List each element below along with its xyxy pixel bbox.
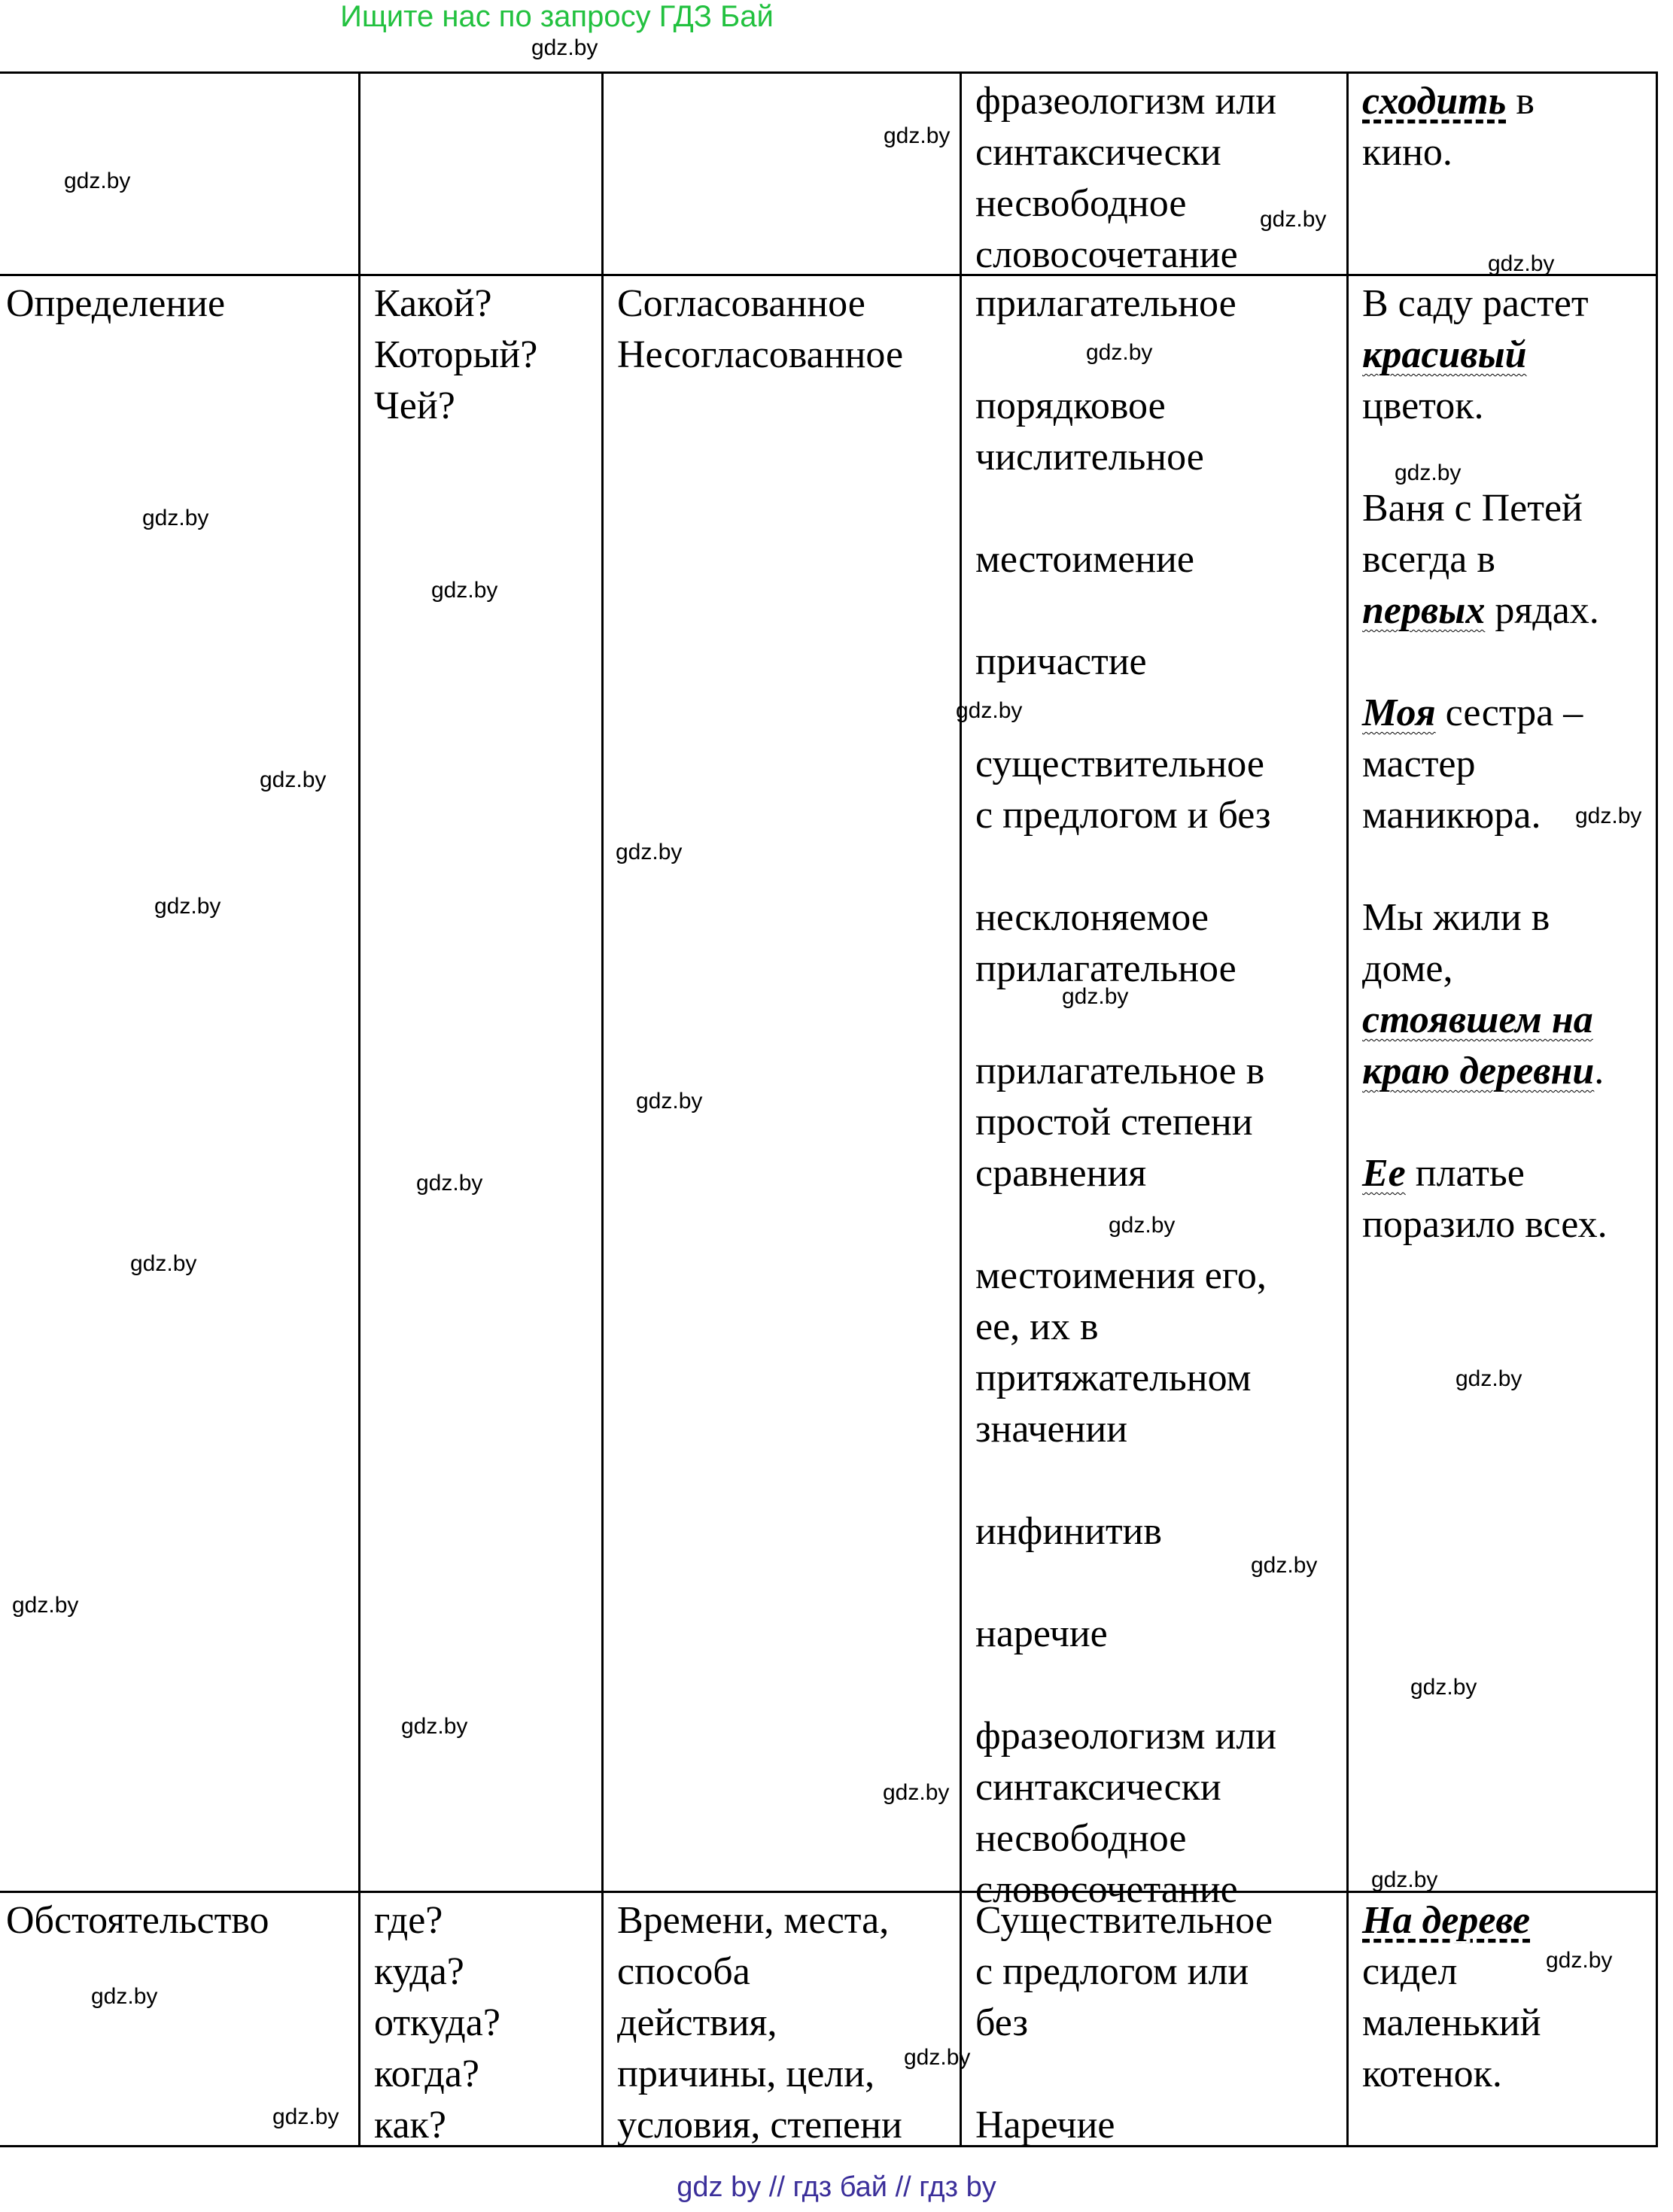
pos-group [975, 534, 1276, 585]
row-divider-1 [0, 274, 1658, 276]
watermark: gdz.by [1488, 251, 1555, 276]
watermark: gdz.by [883, 1780, 950, 1805]
sentence-member-label: Определение [6, 282, 226, 325]
example-text: в [1506, 80, 1535, 123]
question-cell [374, 278, 537, 432]
highlighted-word: Ее [1362, 1152, 1406, 1195]
example-line: В саду растет [1362, 282, 1589, 325]
watermark: gdz.by [1575, 804, 1642, 828]
example-line: мастер [1362, 743, 1476, 785]
example-cell [1362, 278, 1608, 1250]
watermark: gdz.by [401, 1714, 468, 1739]
watermark: gdz.by [1395, 460, 1462, 485]
question-line: откуда? [374, 2001, 500, 2044]
example-cell [1362, 1895, 1541, 2100]
pos-line: наречие [975, 1612, 1108, 1655]
watermark: gdz.by [1456, 1366, 1522, 1391]
question-line: куда? [374, 1950, 464, 1993]
example-line: маникюра. [1362, 794, 1541, 837]
part-of-speech-cell [975, 1895, 1273, 2151]
cell-line: несвободное [975, 182, 1187, 225]
type-line: Несогласованное [617, 333, 904, 376]
example-text: платье [1405, 1152, 1525, 1195]
example-block [1362, 1148, 1608, 1250]
watermark: gdz.by [884, 123, 951, 148]
example-line: сидел [1362, 1950, 1458, 1993]
pos-line: местоимение [975, 538, 1194, 581]
example-text: . [1594, 1050, 1605, 1092]
column-divider-3 [960, 71, 962, 2147]
pos-line: существительное [975, 743, 1265, 785]
column-divider-4 [1346, 71, 1349, 2147]
example-line [1362, 688, 1608, 739]
pos-line: с предлогом или [975, 1950, 1249, 1993]
pos-line: притяжательном [975, 1357, 1252, 1399]
example-line [1362, 1148, 1608, 1199]
watermark: gdz.by [1371, 1867, 1438, 1892]
highlighted-word: Моя [1362, 691, 1436, 734]
pos-line: ее, их в [975, 1305, 1099, 1348]
question-line: где? [374, 1899, 443, 1942]
watermark: gdz.by [904, 2045, 971, 2070]
pos-group [975, 381, 1276, 483]
question-line: Чей? [374, 384, 455, 427]
pos-line: прилагательное в [975, 1050, 1265, 1092]
watermark: gdz.by [12, 1593, 79, 1618]
pos-group [975, 1250, 1276, 1455]
sentence-member-label: Обстоятельство [6, 1899, 269, 1942]
watermark: gdz.by [142, 506, 209, 530]
example-text: рядах. [1485, 589, 1599, 632]
type-cell [617, 1895, 902, 2151]
sentence-member-cell [6, 278, 225, 330]
example-line: Ваня с Петей [1362, 487, 1583, 530]
pos-line: простой степени [975, 1101, 1253, 1144]
type-cell [617, 278, 903, 381]
cell-line: фразеологизм или [975, 80, 1277, 123]
watermark: gdz.by [1546, 1948, 1613, 1973]
pos-line: значении [975, 1408, 1128, 1451]
example-line [1362, 585, 1608, 637]
watermark: gdz.by [1410, 1675, 1477, 1700]
part-of-speech-cell [975, 76, 1276, 281]
pos-line: Наречие [975, 2104, 1115, 2147]
highlighted-word: сходить [1362, 80, 1507, 123]
example-block [1362, 892, 1608, 1097]
pos-line: прилагательное [975, 947, 1236, 990]
table-border-right [1656, 71, 1658, 2147]
pos-line: местоимения его, [975, 1254, 1267, 1297]
pos-line: фразеологизм или [975, 1715, 1277, 1758]
site-footer: gdz by // гдз бай // гдз by [677, 2171, 996, 2203]
example-line: цветок. [1362, 384, 1484, 427]
table-border-top [0, 71, 1658, 74]
pos-line: прилагательное [975, 282, 1236, 325]
sentence-member-cell [6, 1895, 269, 1946]
example-line [1362, 330, 1608, 381]
pos-group [975, 1506, 1276, 1557]
example-line [1362, 76, 1535, 127]
example-line: котенок. [1362, 2052, 1502, 2095]
watermark: gdz.by [616, 840, 683, 864]
example-line [1362, 1895, 1541, 1946]
example-line: поразило всех. [1362, 1203, 1608, 1246]
pos-line: Существительное [975, 1899, 1273, 1942]
example-line: всегда в [1362, 538, 1495, 581]
watermark: gdz.by [272, 2104, 339, 2129]
pos-line: сравнения [975, 1152, 1147, 1195]
question-line: Который? [374, 333, 538, 376]
part-of-speech-cell [975, 278, 1276, 1916]
example-line: маленький [1362, 2001, 1541, 2044]
pos-line: несклоняемое [975, 896, 1209, 939]
cell-line: синтаксически [975, 131, 1221, 174]
pos-group [975, 1046, 1276, 1199]
question-line: как? [374, 2104, 446, 2147]
watermark: gdz.by [64, 169, 131, 193]
watermark: gdz.by [130, 1251, 197, 1276]
question-line: когда? [374, 2052, 479, 2095]
example-line: Мы жили в [1362, 896, 1550, 939]
pos-line: с предлогом и без [975, 794, 1271, 837]
type-line: Согласованное [617, 282, 865, 325]
pos-line: причастие [975, 640, 1147, 683]
pos-line: несвободное [975, 1817, 1187, 1860]
watermark: gdz.by [1062, 984, 1129, 1009]
pos-line: инфинитив [975, 1510, 1162, 1553]
example-text: сестра – [1435, 691, 1583, 734]
example-block [1362, 688, 1608, 841]
column-divider-2 [601, 71, 604, 2147]
highlighted-word: краю деревни [1362, 1050, 1595, 1092]
pos-group [975, 278, 1276, 330]
watermark: gdz.by [91, 1984, 158, 2009]
highlighted-word: красивый [1362, 333, 1527, 376]
pos-line: порядковое [975, 384, 1166, 427]
highlighted-word: первых [1362, 589, 1486, 632]
example-line [1362, 995, 1608, 1046]
type-line: Времени, места, [617, 1899, 890, 1942]
watermark: gdz.by [416, 1171, 483, 1196]
highlighted-word: На дереве [1362, 1899, 1531, 1942]
example-line [1362, 1046, 1608, 1097]
search-hint-banner: Ищите нас по запросу ГДЗ Бай [340, 0, 774, 33]
pos-group [975, 892, 1276, 995]
pos-group [975, 2100, 1273, 2151]
watermark: gdz.by [636, 1089, 703, 1114]
example-cell [1362, 76, 1535, 178]
watermark: gdz.by [1109, 1213, 1176, 1238]
watermark: gdz.by [1260, 207, 1327, 232]
pos-line: словосочетание [975, 1868, 1238, 1911]
type-line: условия, степени [617, 2104, 902, 2147]
type-line: способа [617, 1950, 750, 1993]
example-line: доме, [1362, 947, 1453, 990]
watermark: gdz.by [956, 698, 1023, 723]
pos-line: синтаксически [975, 1766, 1221, 1809]
pos-group [975, 1711, 1276, 1916]
watermark: gdz.by [1251, 1553, 1318, 1578]
watermark: gdz.by [531, 35, 598, 60]
column-divider-1 [358, 71, 360, 2147]
example-line: кино. [1362, 131, 1452, 174]
example-block [1362, 483, 1608, 637]
pos-group [975, 739, 1276, 841]
pos-line: числительное [975, 436, 1204, 479]
type-line: действия, [617, 2001, 777, 2044]
highlighted-word: стоявшем на [1362, 998, 1593, 1041]
type-line: причины, цели, [617, 2052, 875, 2095]
example-block [1362, 278, 1608, 432]
watermark: gdz.by [154, 894, 221, 919]
watermark: gdz.by [260, 767, 327, 792]
question-line: Какой? [374, 282, 492, 325]
cell-line: словосочетание [975, 233, 1238, 276]
watermark: gdz.by [431, 578, 498, 603]
pos-group [975, 637, 1276, 688]
pos-line: без [975, 2001, 1029, 2044]
watermark: gdz.by [1086, 340, 1153, 365]
pos-group [975, 1609, 1276, 1660]
question-cell [374, 1895, 500, 2151]
pos-group [975, 1895, 1273, 2049]
